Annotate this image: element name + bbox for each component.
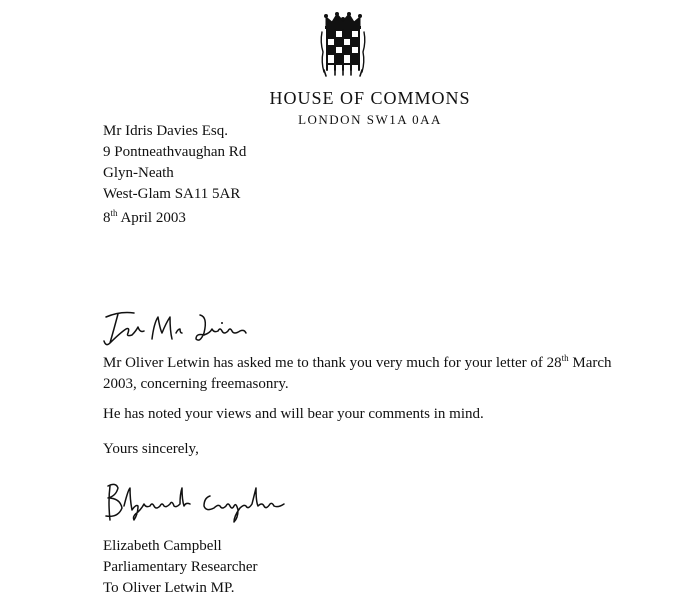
recipient-street: 9 Pontneathvaughan Rd bbox=[103, 144, 247, 160]
signer-title: Parliamentary Researcher bbox=[103, 559, 258, 575]
recipient-region: West-Glam SA11 5AR bbox=[103, 186, 241, 202]
recipient-address bbox=[103, 121, 246, 205]
signer-to: To Oliver Letwin MP. bbox=[103, 580, 235, 596]
p1-sup: th bbox=[561, 353, 569, 363]
letter-date bbox=[103, 208, 186, 229]
letterhead-org: HOUSE OF COMMONS bbox=[269, 88, 471, 108]
recipient-name: Mr Idris Davies Esq. bbox=[103, 123, 228, 139]
date-day: 8 bbox=[103, 210, 111, 226]
handwritten-salutation bbox=[100, 303, 260, 351]
body-paragraph-2: He has noted your views and will bear your comments in mind. bbox=[103, 406, 484, 422]
body-paragraph-1 bbox=[103, 353, 623, 395]
signer-name: Elizabeth Campbell bbox=[103, 538, 222, 554]
p1-text-a: Mr Oliver Letwin has asked me to thank you very much for your letter of 28 bbox=[103, 355, 562, 371]
date-suffix: th bbox=[110, 208, 118, 218]
p1-text-b: March 2003, concerning freemasonry. bbox=[103, 355, 612, 392]
handwritten-signature bbox=[100, 476, 300, 532]
letterhead-location: LONDON SW1A 0AA bbox=[298, 112, 442, 127]
signer-block bbox=[103, 536, 258, 599]
recipient-town: Glyn-Neath bbox=[103, 165, 174, 181]
closing: Yours sincerely, bbox=[103, 441, 199, 457]
portcullis-crest-icon bbox=[318, 12, 368, 78]
date-rest: April 2003 bbox=[117, 210, 186, 226]
